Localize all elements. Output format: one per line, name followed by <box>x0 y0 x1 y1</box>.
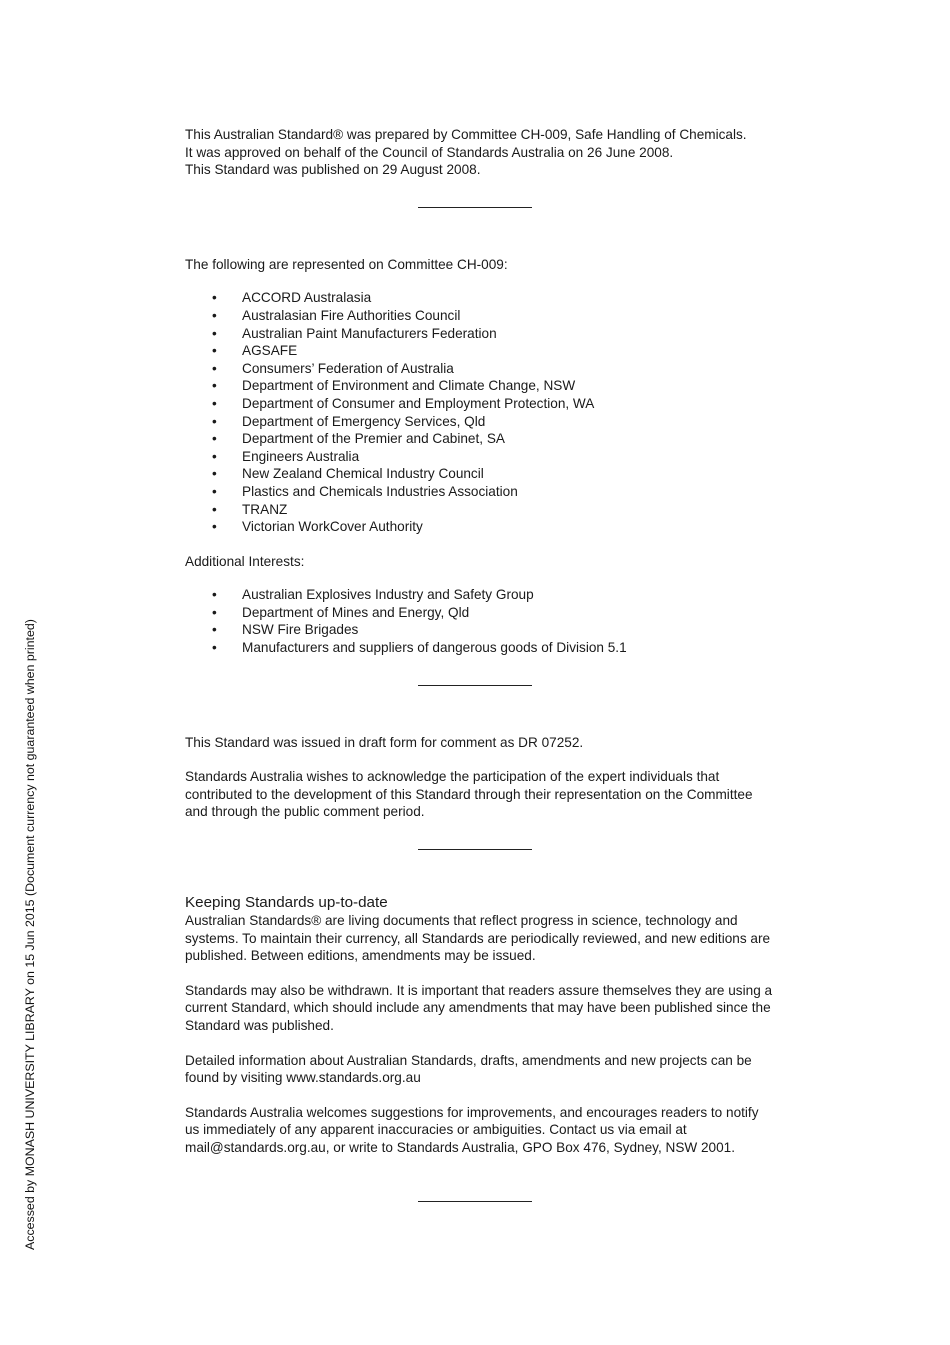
bullet-icon: • <box>212 360 217 376</box>
bullet-icon: • <box>212 343 217 359</box>
uptodate-paragraph-1: Australian Standards® are living documents that reflect progress in science, technology and systems. To maintain their currency, all Standards are periodically reviewed, and new editions are published. Between editions, amendments may be issued. <box>185 913 771 964</box>
bullet-icon: • <box>212 395 217 411</box>
bullet-icon: • <box>212 307 217 323</box>
list-item: • Engineers Australia <box>212 448 360 464</box>
list-item: • TRANZ <box>212 501 288 517</box>
divider <box>418 849 532 850</box>
bullet-icon: • <box>212 378 217 394</box>
additional-interests-label: Additional Interests: <box>185 553 305 569</box>
access-watermark: Accessed by MONASH UNIVERSITY LIBRARY on 15 Jun 2015 (Document currency not guaranteed when printed) <box>23 619 37 1250</box>
list-item: • NSW Fire Brigades <box>212 622 359 638</box>
bullet-icon: • <box>212 587 217 603</box>
list-item: • Department of the Premier and Cabinet, SA <box>212 431 505 447</box>
list-item: • Department of Mines and Energy, Qld <box>212 604 470 620</box>
divider <box>418 1201 532 1202</box>
prep-line-2: It was approved on behalf of the Council of Standards Australia on 26 June 2008. <box>185 144 674 160</box>
additional-interests-list <box>185 586 775 656</box>
divider <box>418 685 532 686</box>
bullet-icon: • <box>212 431 217 447</box>
list-item: • Australian Paint Manufacturers Federation <box>212 325 497 341</box>
preparation-block <box>185 126 775 179</box>
bullet-icon: • <box>212 290 217 306</box>
list-item: • Department of Environment and Climate Change, NSW <box>212 378 576 394</box>
prep-line-3: This Standard was published on 29 August 2008. <box>185 162 481 178</box>
committee-intro: The following are represented on Committee CH-009: <box>185 256 508 272</box>
uptodate-paragraph-3: Detailed information about Australian Standards, drafts, amendments and new projects can be found by visiting www.standards.org.au <box>185 1052 752 1086</box>
bullet-icon: • <box>212 519 217 535</box>
committee-members-list <box>185 289 775 535</box>
acknowledgement-paragraph: Standards Australia wishes to acknowledge the participation of the expert individuals that contributed to the development of this Standard through their representation on the Committee and through the public comment period. <box>185 769 753 820</box>
bullet-icon: • <box>212 640 217 656</box>
bullet-icon: • <box>212 466 217 482</box>
list-item: • Australian Explosives Industry and Safety Group <box>212 587 534 603</box>
bullet-icon: • <box>212 483 217 499</box>
bullet-icon: • <box>212 622 217 638</box>
list-item: • New Zealand Chemical Industry Council <box>212 466 484 482</box>
bullet-icon: • <box>212 448 217 464</box>
prep-line-1: This Australian Standard® was prepared by Committee CH-009, Safe Handling of Chemicals. <box>185 127 747 142</box>
draft-issued: This Standard was issued in draft form for comment as DR 07252. <box>185 734 584 750</box>
uptodate-paragraph-2: Standards may also be withdrawn. It is important that readers assure themselves they are using a current Standard, which should include any amendments that may have been published since the Standard was published. <box>185 982 773 1033</box>
document-body <box>185 126 775 1202</box>
list-item: • Manufacturers and suppliers of dangerous goods of Division 5.1 <box>212 640 627 656</box>
bullet-icon: • <box>212 413 217 429</box>
list-item: • Department of Emergency Services, Qld <box>212 413 486 429</box>
section-heading: Keeping Standards up-to-date <box>185 894 388 912</box>
divider <box>418 207 532 208</box>
list-item: • Victorian WorkCover Authority <box>212 519 423 535</box>
bullet-icon: • <box>212 501 217 517</box>
list-item: • ACCORD Australasia <box>212 290 372 306</box>
bullet-icon: • <box>212 325 217 341</box>
list-item: • Plastics and Chemicals Industries Association <box>212 483 518 499</box>
list-item: • AGSAFE <box>212 343 298 359</box>
list-item: • Department of Consumer and Employment Protection, WA <box>212 395 595 411</box>
uptodate-paragraph-4: Standards Australia welcomes suggestions for improvements, and encourages readers to notify us immediately of any apparent inaccuracies or ambiguities. Contact us via email at mail@standards.org.au, or write to Standards Australia, GPO Box 476, Sydney, NSW 2001. <box>185 1104 759 1155</box>
list-item: • Consumers’ Federation of Australia <box>212 360 454 376</box>
bullet-icon: • <box>212 604 217 620</box>
list-item: • Australasian Fire Authorities Council <box>212 307 461 323</box>
